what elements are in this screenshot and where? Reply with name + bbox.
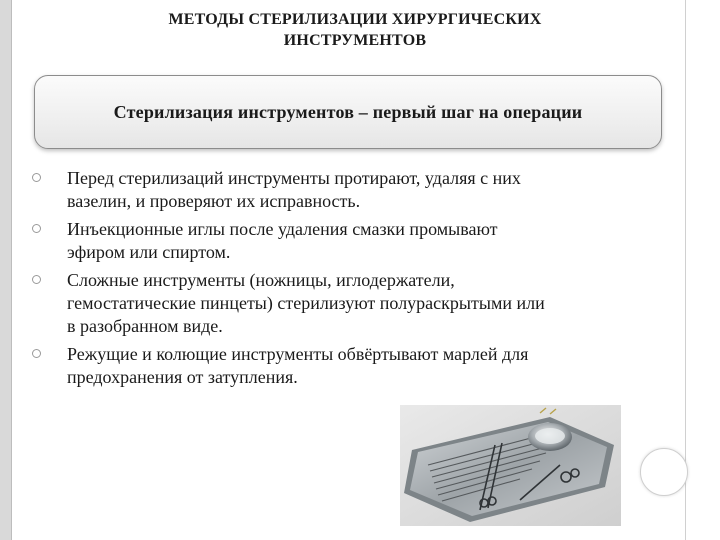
instrument-tray-photo xyxy=(400,405,621,526)
surgical-instrument-tray-icon xyxy=(400,405,621,526)
list-item-line: в разобранном виде. xyxy=(67,316,223,336)
slide-title xyxy=(60,9,650,51)
slide-title-line-2: ИНСТРУМЕНТОВ xyxy=(283,32,427,49)
list-item xyxy=(32,343,662,389)
bullet-list xyxy=(32,167,662,394)
list-item-line: Перед стерилизаций инструменты протирают, удаляя с них xyxy=(67,168,521,188)
circle-bullet-icon xyxy=(32,173,41,182)
list-item-line: Инъекционные иглы после удаления смазки промывают xyxy=(67,219,498,239)
list-item-line: предохранения от затупления. xyxy=(67,367,298,387)
list-item xyxy=(32,218,662,264)
right-decorative-rule xyxy=(685,0,686,540)
slide-title-line-1: МЕТОДЫ СТЕРИЛИЗАЦИИ ХИРУРГИЧЕСКИХ xyxy=(168,11,542,28)
list-item-line: эфиром или спиртом. xyxy=(67,242,231,262)
list-item-line: гемостатические пинцеты) стерилизуют полураскрытыми или xyxy=(67,293,545,313)
circle-bullet-icon xyxy=(32,349,41,358)
list-item-line: Режущие и колющие инструменты обвёртывают марлей для xyxy=(67,344,529,364)
circle-bullet-icon xyxy=(32,224,41,233)
list-item xyxy=(32,269,662,338)
subtitle-banner-text: Стерилизация инструментов – первый шаг на операции xyxy=(113,101,583,122)
slide-nav-circle[interactable] xyxy=(640,448,688,496)
circle-bullet-icon xyxy=(32,275,41,284)
subtitle-banner xyxy=(34,75,662,149)
list-item-line: вазелин, и проверяют их исправность. xyxy=(67,191,361,211)
left-decorative-border xyxy=(0,0,11,540)
list-item xyxy=(32,167,662,213)
list-item-line: Сложные инструменты (ножницы, иглодержатели, xyxy=(67,270,455,290)
